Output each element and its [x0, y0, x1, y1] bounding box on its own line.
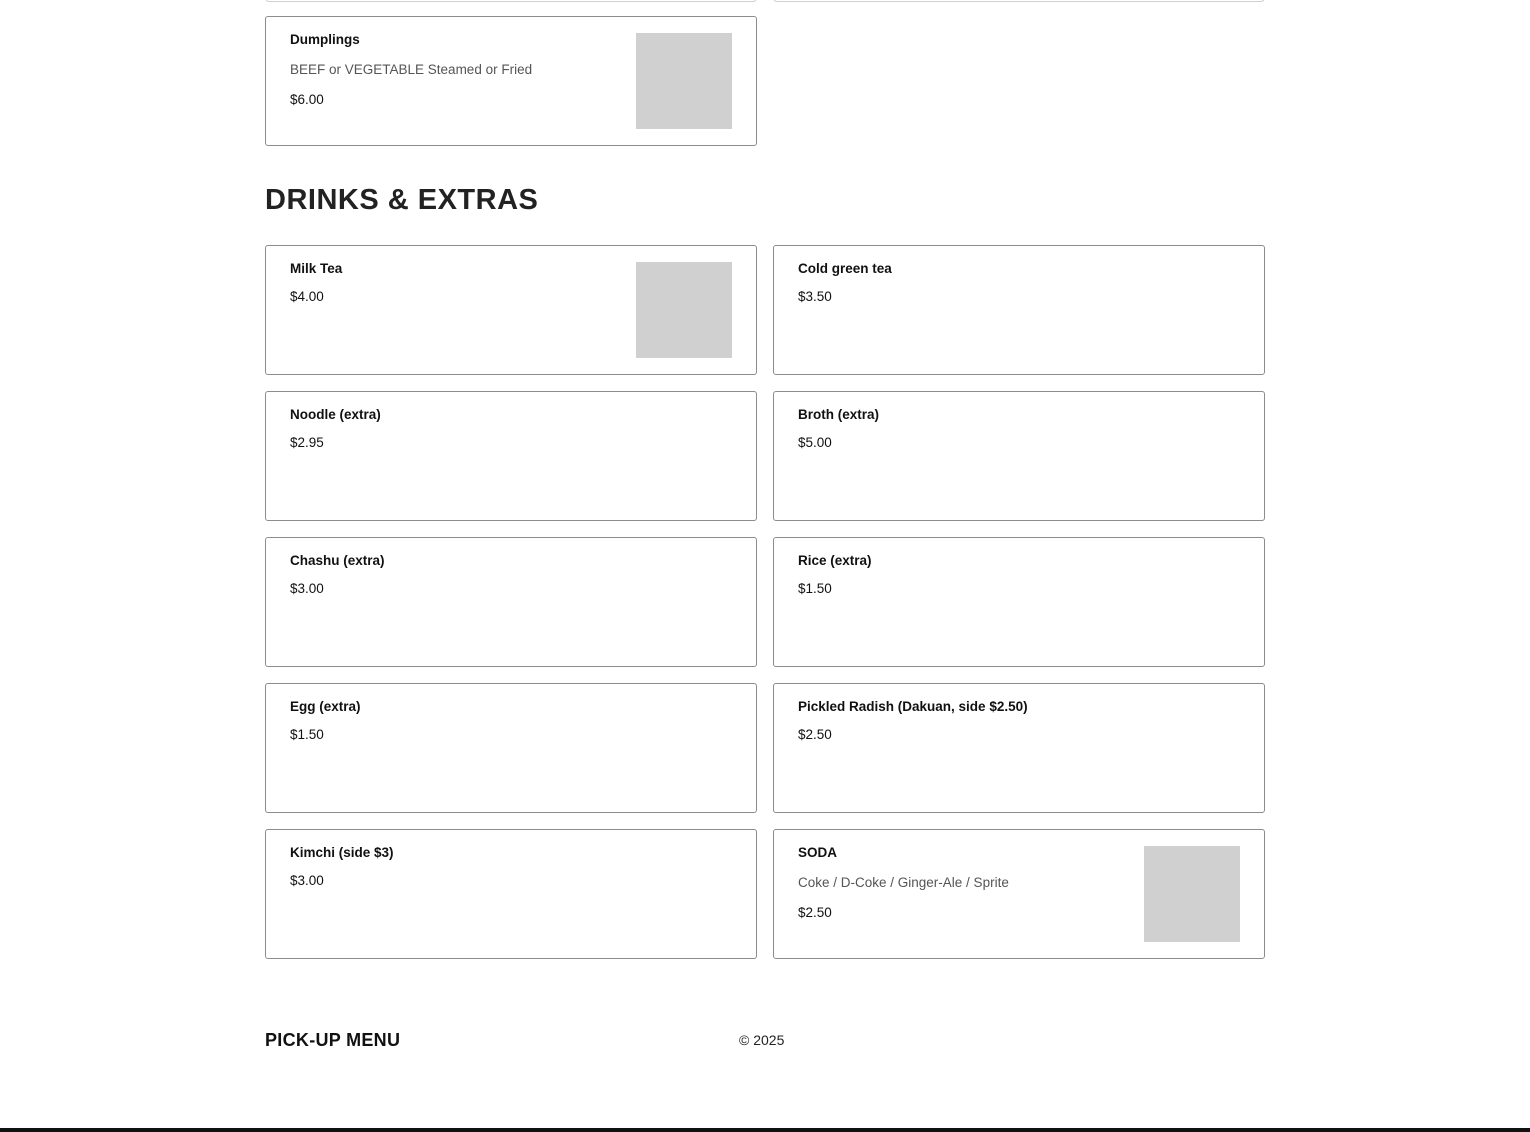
menu-item-name: Dumplings [290, 32, 360, 47]
bottom-border [0, 1128, 1530, 1132]
menu-item-name: Noodle (extra) [290, 407, 381, 422]
menu-item-name: Pickled Radish (Dakuan, side $2.50) [798, 699, 1028, 714]
menu-item-price: $5.00 [798, 435, 832, 450]
menu-item-card-kimchi[interactable] [265, 829, 757, 959]
menu-item-name: SODA [798, 845, 838, 860]
menu-item-description: Coke / D-Coke / Ginger-Ale / Sprite [798, 875, 1009, 890]
menu-item-card-milk-tea[interactable] [265, 245, 757, 375]
menu-item-price: $1.50 [798, 581, 832, 596]
menu-item-name: Egg (extra) [290, 699, 361, 714]
menu-item-card-soda[interactable] [773, 829, 1265, 959]
menu-item-name: Broth (extra) [798, 407, 880, 422]
menu-item-name: Rice (extra) [798, 553, 872, 568]
footer-brand-link[interactable]: PICK-UP MENU [265, 1030, 401, 1050]
menu-item-image [636, 33, 732, 129]
menu-item-image [636, 262, 732, 358]
footer-copyright: © 2025 [739, 1032, 785, 1048]
menu-item-card-pickled-radish[interactable] [773, 683, 1265, 813]
section-title: DRINKS & EXTRAS [265, 184, 539, 216]
menu-item-card-chashu-extra[interactable] [265, 537, 757, 667]
menu-item-image [1144, 846, 1240, 942]
menu-item-card-broth-extra[interactable] [773, 391, 1265, 521]
menu-item-card-dumplings[interactable] [265, 16, 757, 146]
menu-item-price: $3.50 [798, 289, 832, 304]
menu-item-card-egg-extra[interactable] [265, 683, 757, 813]
previous-card-edge [265, 0, 757, 2]
menu-item-name: Milk Tea [290, 261, 343, 276]
menu-item-name: Kimchi (side $3) [290, 845, 394, 860]
menu-item-price: $1.50 [290, 727, 324, 742]
menu-item-price: $2.95 [290, 435, 324, 450]
menu-item-price: $4.00 [290, 289, 324, 304]
menu-item-name: Cold green tea [798, 261, 892, 276]
menu-item-name: Chashu (extra) [290, 553, 385, 568]
menu-item-price: $2.50 [798, 727, 832, 742]
menu-item-price: $3.00 [290, 581, 324, 596]
menu-item-price: $3.00 [290, 873, 324, 888]
menu-item-price: $2.50 [798, 905, 832, 920]
menu-item-card-noodle-extra[interactable] [265, 391, 757, 521]
menu-item-description: BEEF or VEGETABLE Steamed or Fried [290, 62, 533, 77]
menu-item-card-cold-green-tea[interactable] [773, 245, 1265, 375]
menu-item-price: $6.00 [290, 92, 324, 107]
previous-card-edge [773, 0, 1265, 2]
menu-item-card-rice-extra[interactable] [773, 537, 1265, 667]
